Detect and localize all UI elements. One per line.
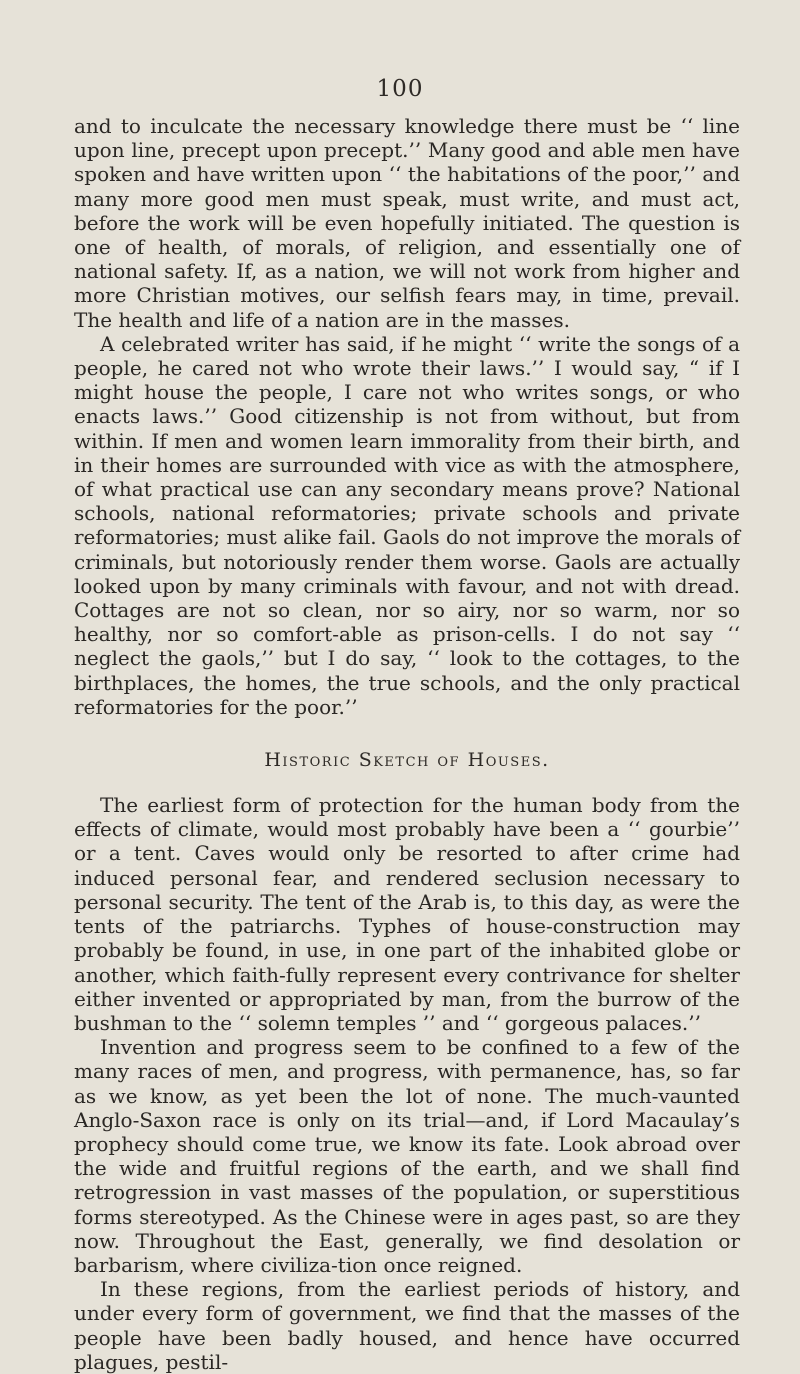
- paragraph-celebrated-writer: A celebrated writer has said, if he might ‘‘ write the songs of a people, he cared not who wrote their laws.’’ I would say, “ if I might house the people, I care not who writes songs, or who enacts laws.’’ Good citizenship is not from without, but from within. If men and women learn immorality from their birth, and in their homes are surrounded with vice as with the atmosphere, of what practical use can any secondary means prove? National schools, national reformatories; private schools and private reformatories; must alike fail. Gaols do not improve the morals of criminals, but notoriously render them worse. Gaols are actually looked upon by many criminals with favour, and not with dread. Cottages are not so clean, nor so airy, nor so warm, nor so healthy, nor so comfort-able as prison-cells. I do not say ‘‘ neglect the gaols,’’ but I do say, ‘‘ look to the cottages, to the birthplaces, the homes, the true schools, and the only practical reformatories for the poor.’’: [74, 331, 740, 719]
- body-text: [74, 114, 740, 1374]
- paragraph-inculcate-knowledge: and to inculcate the necessary knowledge there must be ‘‘ line upon line, precept upon precept.’’ Many good and able men have spoken and have written upon ‘‘ the habitations of the poor,’’ and many more good men must speak, must write, and must act, before the work will be even hopefully initiated. The question is one of health, of morals, of religion, and essentially one of national safety. If, as a nation, we will not work from higher and more Christian motives, our selfish fears may, in time, prevail. The health and life of a nation are in the masses.: [74, 114, 740, 332]
- paragraph-these-regions: In these regions, from the earliest periods of history, and under every form of government, we find that the masses of the people have been badly housed, and hence have occurred plagues, pestil-: [74, 1277, 740, 1374]
- paragraph-earliest-protection: The earliest form of protection for the human body from the effects of climate, would most probably have been a ‘‘ gourbie’’ or a tent. Caves would only be resorted to after crime had induced personal fear, and rendered seclusion necessary to personal security. The tent of the Arab is, to this day, as were the tents of the patriarchs. Typhes of house-construction may probably be found, in use, in one part of the inhabited globe or another, which faith-fully represent every contrivance for shelter either invented or appropriated by man, from the burrow of the bushman to the ‘‘ solemn temples ’’ and ‘‘ gorgeous palaces.’’: [74, 793, 740, 1035]
- section-heading: Historic Sketch of Houses.: [264, 749, 550, 772]
- paragraph-invention-progress: Invention and progress seem to be confined to a few of the many races of men, and progress, with permanence, has, so far as we know, as yet been the lot of none. The much-vaunted Anglo-Saxon race is only on its trial—and, if Lord Macaulay’s prophecy should come true, we know its fate. Look abroad over the wide and fruitful regions of the earth, and we shall find retrogression in vast masses of the population, or superstitious forms stereotyped. As the Chinese were in ages past, so are they now. Throughout the East, generally, we find desolation or barbarism, where civiliza-tion once reigned.: [74, 1035, 740, 1277]
- page-number: 100: [376, 76, 424, 102]
